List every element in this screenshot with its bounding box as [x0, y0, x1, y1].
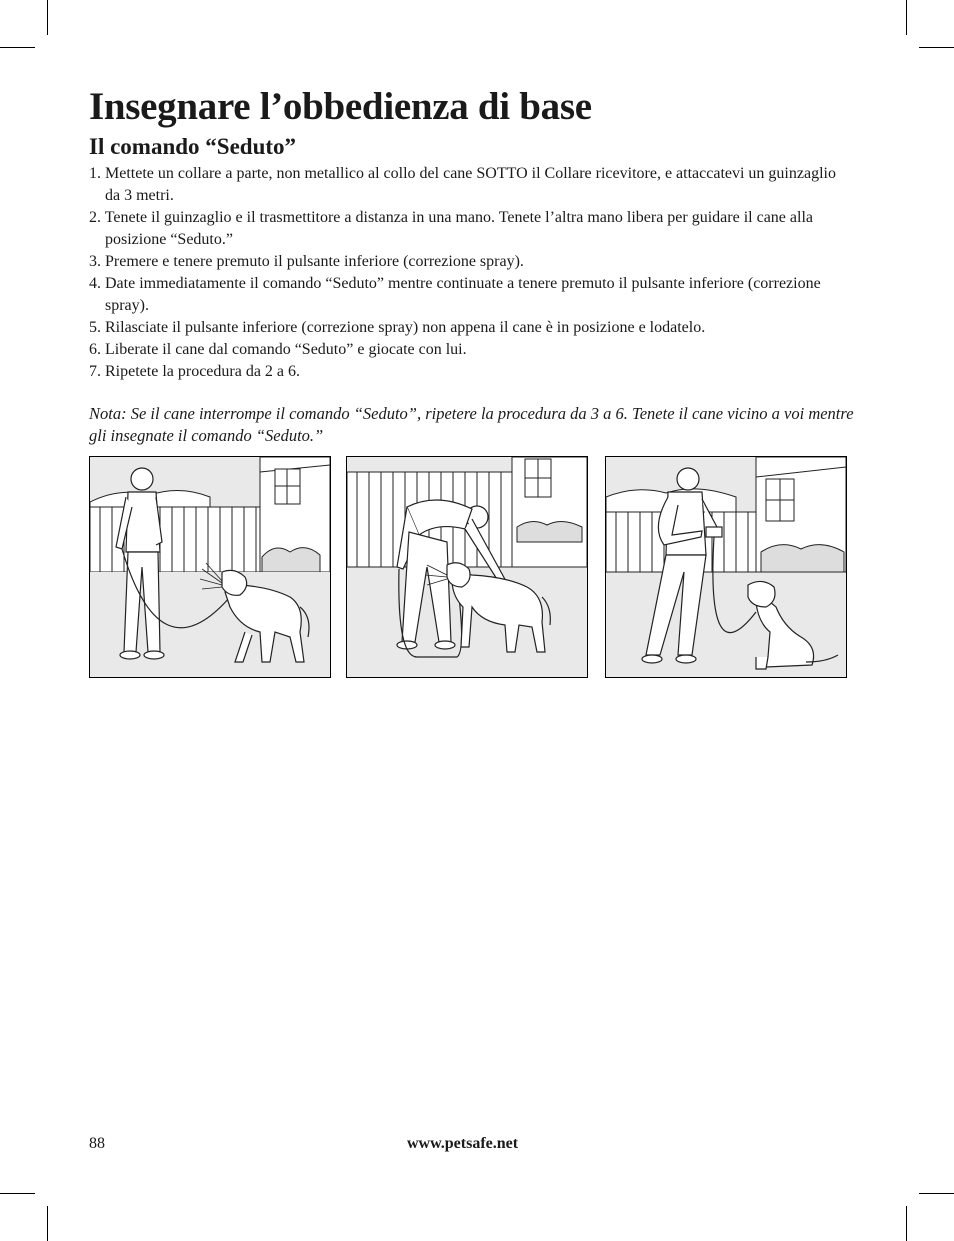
crop-mark — [919, 47, 954, 48]
crop-mark — [906, 1206, 907, 1241]
illustration-panel-2 — [346, 456, 588, 678]
list-item: 3. Premere e tenere premuto il pulsante inferiore (correzione spray). — [89, 253, 524, 270]
illustration-panel-3 — [605, 456, 847, 678]
man-standing-dog-spray-icon — [90, 457, 330, 677]
crop-mark — [47, 0, 48, 35]
page-number: 88 — [89, 1135, 105, 1152]
section-heading: Il comando “Seduto” — [89, 134, 297, 159]
instruction-list — [89, 163, 854, 383]
dog-sitting-praise-icon — [606, 457, 846, 677]
crop-mark — [0, 47, 35, 48]
list-item: 6. Liberate il cane dal comando “Seduto” e giocate con lui. — [89, 341, 467, 358]
page-title: Insegnare l’obbedienza di base — [89, 85, 592, 128]
list-item: 2. Tenete il guinzaglio e il trasmettitore a distanza in una mano. Tenete l’altra mano libera per guidare il cane alla posizione “Seduto.” — [89, 209, 813, 248]
crop-mark — [919, 1193, 954, 1194]
crop-mark — [0, 1193, 35, 1194]
list-item: 7. Ripetete la procedura da 2 a 6. — [89, 363, 301, 380]
crop-mark — [906, 0, 907, 35]
website-link[interactable]: www.petsafe.net — [407, 1135, 519, 1152]
list-item: 5. Rilasciate il pulsante inferiore (correzione spray) non appena il cane è in posizione e lodatelo. — [89, 319, 706, 336]
illustration-panel-1 — [89, 456, 331, 678]
man-guiding-dog-icon — [347, 457, 587, 677]
list-item: 4. Date immediatamente il comando “Seduto” mentre continuate a tenere premuto il pulsante inferiore (correzione spray). — [89, 275, 821, 314]
list-item: 1. Mettete un collare a parte, non metallico al collo del cane SOTTO il Collare ricevitore, e attaccatevi un guinzaglio da 3 metri. — [89, 165, 836, 204]
crop-mark — [47, 1206, 48, 1241]
note-text: Nota: Se il cane interrompe il comando “Seduto”, ripetere la procedura da 3 a 6. Tenete il cane vicino a voi mentre gli insegnate il comando “Seduto.” — [89, 404, 854, 445]
